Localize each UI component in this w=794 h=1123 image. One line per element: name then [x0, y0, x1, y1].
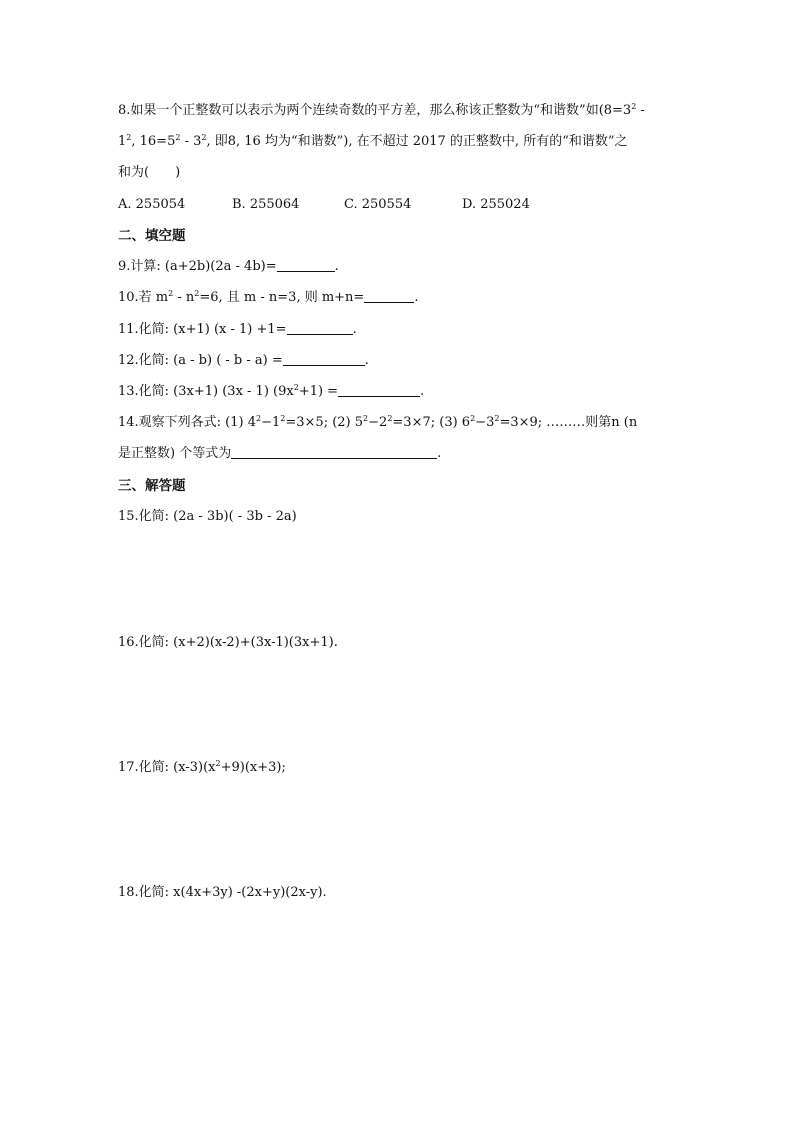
question-9 — [118, 259, 339, 275]
text: . — [414, 290, 419, 305]
question-16: 16.化简: (x+2)(x-2)+(3x-1)(3x+1). — [118, 635, 338, 650]
exponent: 2 — [256, 414, 262, 423]
text: 13.化简: (3x+1) (3x - 1) (9x — [118, 384, 294, 399]
exponent: 2 — [494, 414, 500, 423]
text: . — [364, 353, 369, 368]
option-b[interactable]: B. 255064 — [232, 197, 300, 212]
exponent: 2 — [280, 414, 286, 423]
text: . — [334, 259, 339, 274]
exponent: 2 — [293, 383, 299, 392]
text: −1 — [261, 415, 281, 430]
answer-blank[interactable] — [364, 290, 414, 303]
section-solve-title: 三、解答题 — [118, 478, 186, 494]
question-8-line-3: 和为( ) — [118, 165, 181, 180]
text: - n — [173, 290, 195, 305]
question-8-line-2 — [118, 134, 628, 150]
option-a[interactable]: A. 255054 — [118, 197, 186, 212]
text: . — [420, 384, 425, 399]
answer-blank[interactable] — [283, 353, 365, 366]
question-10 — [118, 290, 418, 306]
exponent: 2 — [387, 414, 393, 423]
text: 12.化简: (a - b) ( - b - a) = — [118, 353, 283, 368]
question-17 — [118, 760, 286, 776]
text: =3×7; (3) 6 — [392, 415, 471, 430]
exponent: 2 — [194, 289, 200, 298]
text: +1) = — [298, 384, 339, 399]
question-14-line-1 — [118, 415, 637, 431]
answer-blank[interactable] — [287, 322, 353, 335]
text: =6, 且 m - n=3, 则 m+n= — [199, 290, 365, 305]
question-8-text-1-tail: - — [636, 103, 645, 118]
question-13 — [118, 384, 424, 400]
text: 是正整数) 个等式为 — [118, 446, 232, 461]
question-12 — [118, 353, 369, 369]
exponent: 2 — [215, 759, 221, 768]
question-18: 18.化简: x(4x+3y) -(2x+y)(2x-y). — [118, 885, 327, 900]
text: =3×9; ………则第n (n — [499, 415, 638, 430]
question-15: 15.化简: (2a - 3b)( - 3b - 2a) — [118, 509, 297, 524]
text: , 即8, 16 均为“和谐数”), 在不超过 2017 的正整数中, 所有的“和谐数”之 — [206, 134, 628, 149]
question-8-line-1 — [118, 103, 645, 119]
section-fill-in-title: 二、填空题 — [118, 228, 186, 244]
text: 17.化简: (x-3)(x — [118, 760, 216, 775]
text: 9.计算: (a+2b)(2a - 4b)= — [118, 259, 277, 274]
option-c[interactable]: C. 250554 — [344, 197, 412, 212]
text: - 3 — [180, 134, 202, 149]
text: −3 — [475, 415, 495, 430]
exponent: 2 — [631, 102, 637, 111]
text: . — [437, 446, 442, 461]
question-11 — [118, 322, 357, 338]
answer-blank[interactable] — [277, 259, 335, 272]
option-d[interactable]: D. 255024 — [462, 197, 530, 212]
answer-blank[interactable] — [231, 446, 437, 459]
text: 14.观察下列各式: (1) 4 — [118, 415, 257, 430]
text: 10.若 m — [118, 290, 169, 305]
question-8-text-1: 8.如果一个正整数可以表示为两个连续奇数的平方差，那么称该正整数为“和谐数”如(8=3 — [118, 103, 632, 118]
text: 11.化简: (x+1) (x - 1) +1= — [118, 322, 287, 337]
exponent: 2 — [175, 133, 181, 142]
answer-blank[interactable] — [338, 384, 420, 397]
text: +9)(x+3); — [220, 760, 286, 775]
question-14-line-2 — [118, 446, 441, 462]
text: , 16=5 — [131, 134, 176, 149]
exponent: 2 — [201, 133, 207, 142]
text: −2 — [368, 415, 388, 430]
text: =3×5; (2) 5 — [285, 415, 364, 430]
exponent: 2 — [126, 133, 132, 142]
exponent: 2 — [168, 289, 174, 298]
text: 1 — [118, 134, 127, 149]
exponent: 2 — [363, 414, 369, 423]
exponent: 2 — [470, 414, 476, 423]
text: . — [352, 322, 357, 337]
